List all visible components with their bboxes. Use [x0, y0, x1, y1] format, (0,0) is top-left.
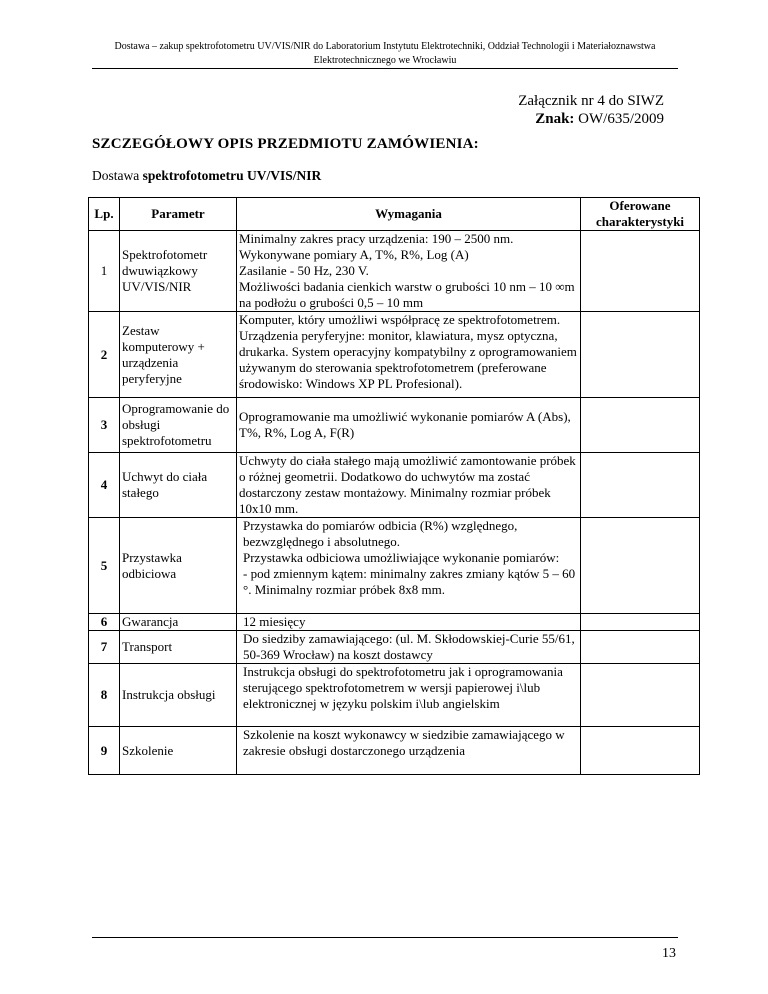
- table-row: [89, 727, 700, 775]
- row-requirements: Minimalny zakres pracy urządzenia: 190 – 2500 nm. Wykonywane pomiary A, T%, R%, Log (A) Zasilanie - 50 Hz, 230 V. Możliwości badania cienkich warstw o grubości 10 nm – 10 ∞m na podłożu o grubości 0,5 – 10 mm: [237, 231, 581, 312]
- row-parameter: Gwarancja: [120, 614, 237, 631]
- annex-block: [518, 92, 664, 128]
- table-row: [89, 631, 700, 664]
- row-parameter: Szkolenie: [120, 727, 237, 775]
- table-row: [89, 664, 700, 727]
- footer-divider: [92, 937, 678, 938]
- annex-line: Załącznik nr 4 do SIWZ: [518, 93, 664, 109]
- page-header: [92, 40, 678, 68]
- table-row: [89, 614, 700, 631]
- reference-value: OW/635/2009: [574, 111, 664, 127]
- specification-table: [88, 197, 700, 775]
- row-offered[interactable]: [581, 727, 700, 775]
- row-number: 7: [89, 631, 120, 664]
- row-number: 2: [89, 312, 120, 398]
- table-row: [89, 518, 700, 614]
- row-parameter: Zestaw komputerowy + urządzenia peryferyjne: [120, 312, 237, 398]
- table-row: [89, 231, 700, 312]
- page-number: 13: [662, 946, 676, 961]
- header-requirements: Wymagania: [237, 198, 581, 231]
- header-line-2: Elektrotechnicznego we Wrocławiu: [313, 55, 457, 66]
- row-number: 3: [89, 398, 120, 453]
- row-requirements: Uchwyty do ciała stałego mają umożliwić zamontowanie próbek o różnej geometrii. Dodatkowo do uchwytów ma zostać dostarczony zestaw montażowy. Minimalny rozmiar próbek 10x10 mm.: [237, 453, 581, 518]
- row-number: 1: [89, 231, 120, 312]
- row-parameter: Przystawka odbiciowa: [120, 518, 237, 614]
- table-row: [89, 398, 700, 453]
- delivery-subject: spektrofotometru UV/VIS/NIR: [142, 168, 322, 183]
- row-requirements: Do siedziby zamawiającego: (ul. M. Skłodowskiej-Curie 55/61, 50-369 Wrocław) na koszt dostawcy: [237, 631, 581, 664]
- row-parameter: Transport: [120, 631, 237, 664]
- row-requirements: Komputer, który umożliwi współpracę ze spektrofotometrem. Urządzenia peryferyjne: monitor, klawiatura, mysz optyczna, drukarka. System operacyjny kompatybilny z oprogramowaniem używanym do sterowania spektrofotometrem (preferowane środowisko: Windows XP PL Profesional).: [237, 312, 581, 398]
- table-row: [89, 312, 700, 398]
- row-offered[interactable]: [581, 312, 700, 398]
- row-parameter: Instrukcja obsługi: [120, 664, 237, 727]
- row-offered[interactable]: [581, 398, 700, 453]
- row-offered[interactable]: [581, 631, 700, 664]
- table-row: [89, 453, 700, 518]
- row-offered[interactable]: [581, 231, 700, 312]
- row-number: 6: [89, 614, 120, 631]
- header-line-1: Dostawa – zakup spektrofotometru UV/VIS/NIR do Laboratorium Instytutu Elektrotechniki, Oddział Technologii i Materiałoznawstwa: [114, 41, 656, 52]
- delivery-prefix: Dostawa: [92, 168, 143, 183]
- row-requirements: Oprogramowanie ma umożliwić wykonanie pomiarów A (Abs), T%, R%, Log A, F(R): [237, 398, 581, 453]
- header-divider: [92, 68, 678, 69]
- row-offered[interactable]: [581, 518, 700, 614]
- row-number: 9: [89, 727, 120, 775]
- row-requirements: Szkolenie na koszt wykonawcy w siedzibie zamawiającego w zakresie obsługi dostarczonego urządzenia: [237, 727, 581, 775]
- row-parameter: Spektrofotometr dwuwiązkowy UV/VIS/NIR: [120, 231, 237, 312]
- document-title: SZCZEGÓŁOWY OPIS PRZEDMIOTU ZAMÓWIENIA:: [92, 136, 479, 152]
- row-requirements: Instrukcja obsługi do spektrofotometru jak i oprogramowania sterującego spektrofotometrem w wersji papierowej i\lub elektronicznej w języku polskim i\lub angielskim: [237, 664, 581, 727]
- row-offered[interactable]: [581, 614, 700, 631]
- row-offered[interactable]: [581, 664, 700, 727]
- row-number: 5: [89, 518, 120, 614]
- row-requirements: 12 miesięcy: [237, 614, 581, 631]
- table-header-row: [89, 198, 700, 231]
- row-requirements: Przystawka do pomiarów odbicia (R%) względnego, bezwzględnego i absolutnego. Przystawka odbiciowa umożliwiające wykonanie pomiarów: - pod zmiennym kątem: minimalny zakres zmiany kątów 5 – 60 °. Minimalny rozmiar próbek 8x8 mm.: [237, 518, 581, 614]
- row-number: 8: [89, 664, 120, 727]
- reference-line: [518, 110, 664, 128]
- header-lp: Lp.: [89, 198, 120, 231]
- header-parameter: Parametr: [120, 198, 237, 231]
- row-offered[interactable]: [581, 453, 700, 518]
- header-offered: Oferowane charakterystyki: [581, 198, 700, 231]
- row-parameter: Uchwyt do ciała stałego: [120, 453, 237, 518]
- row-parameter: Oprogramowanie do obsługi spektrofotometru: [120, 398, 237, 453]
- reference-label: Znak:: [535, 111, 575, 127]
- delivery-line: [92, 168, 321, 184]
- row-number: 4: [89, 453, 120, 518]
